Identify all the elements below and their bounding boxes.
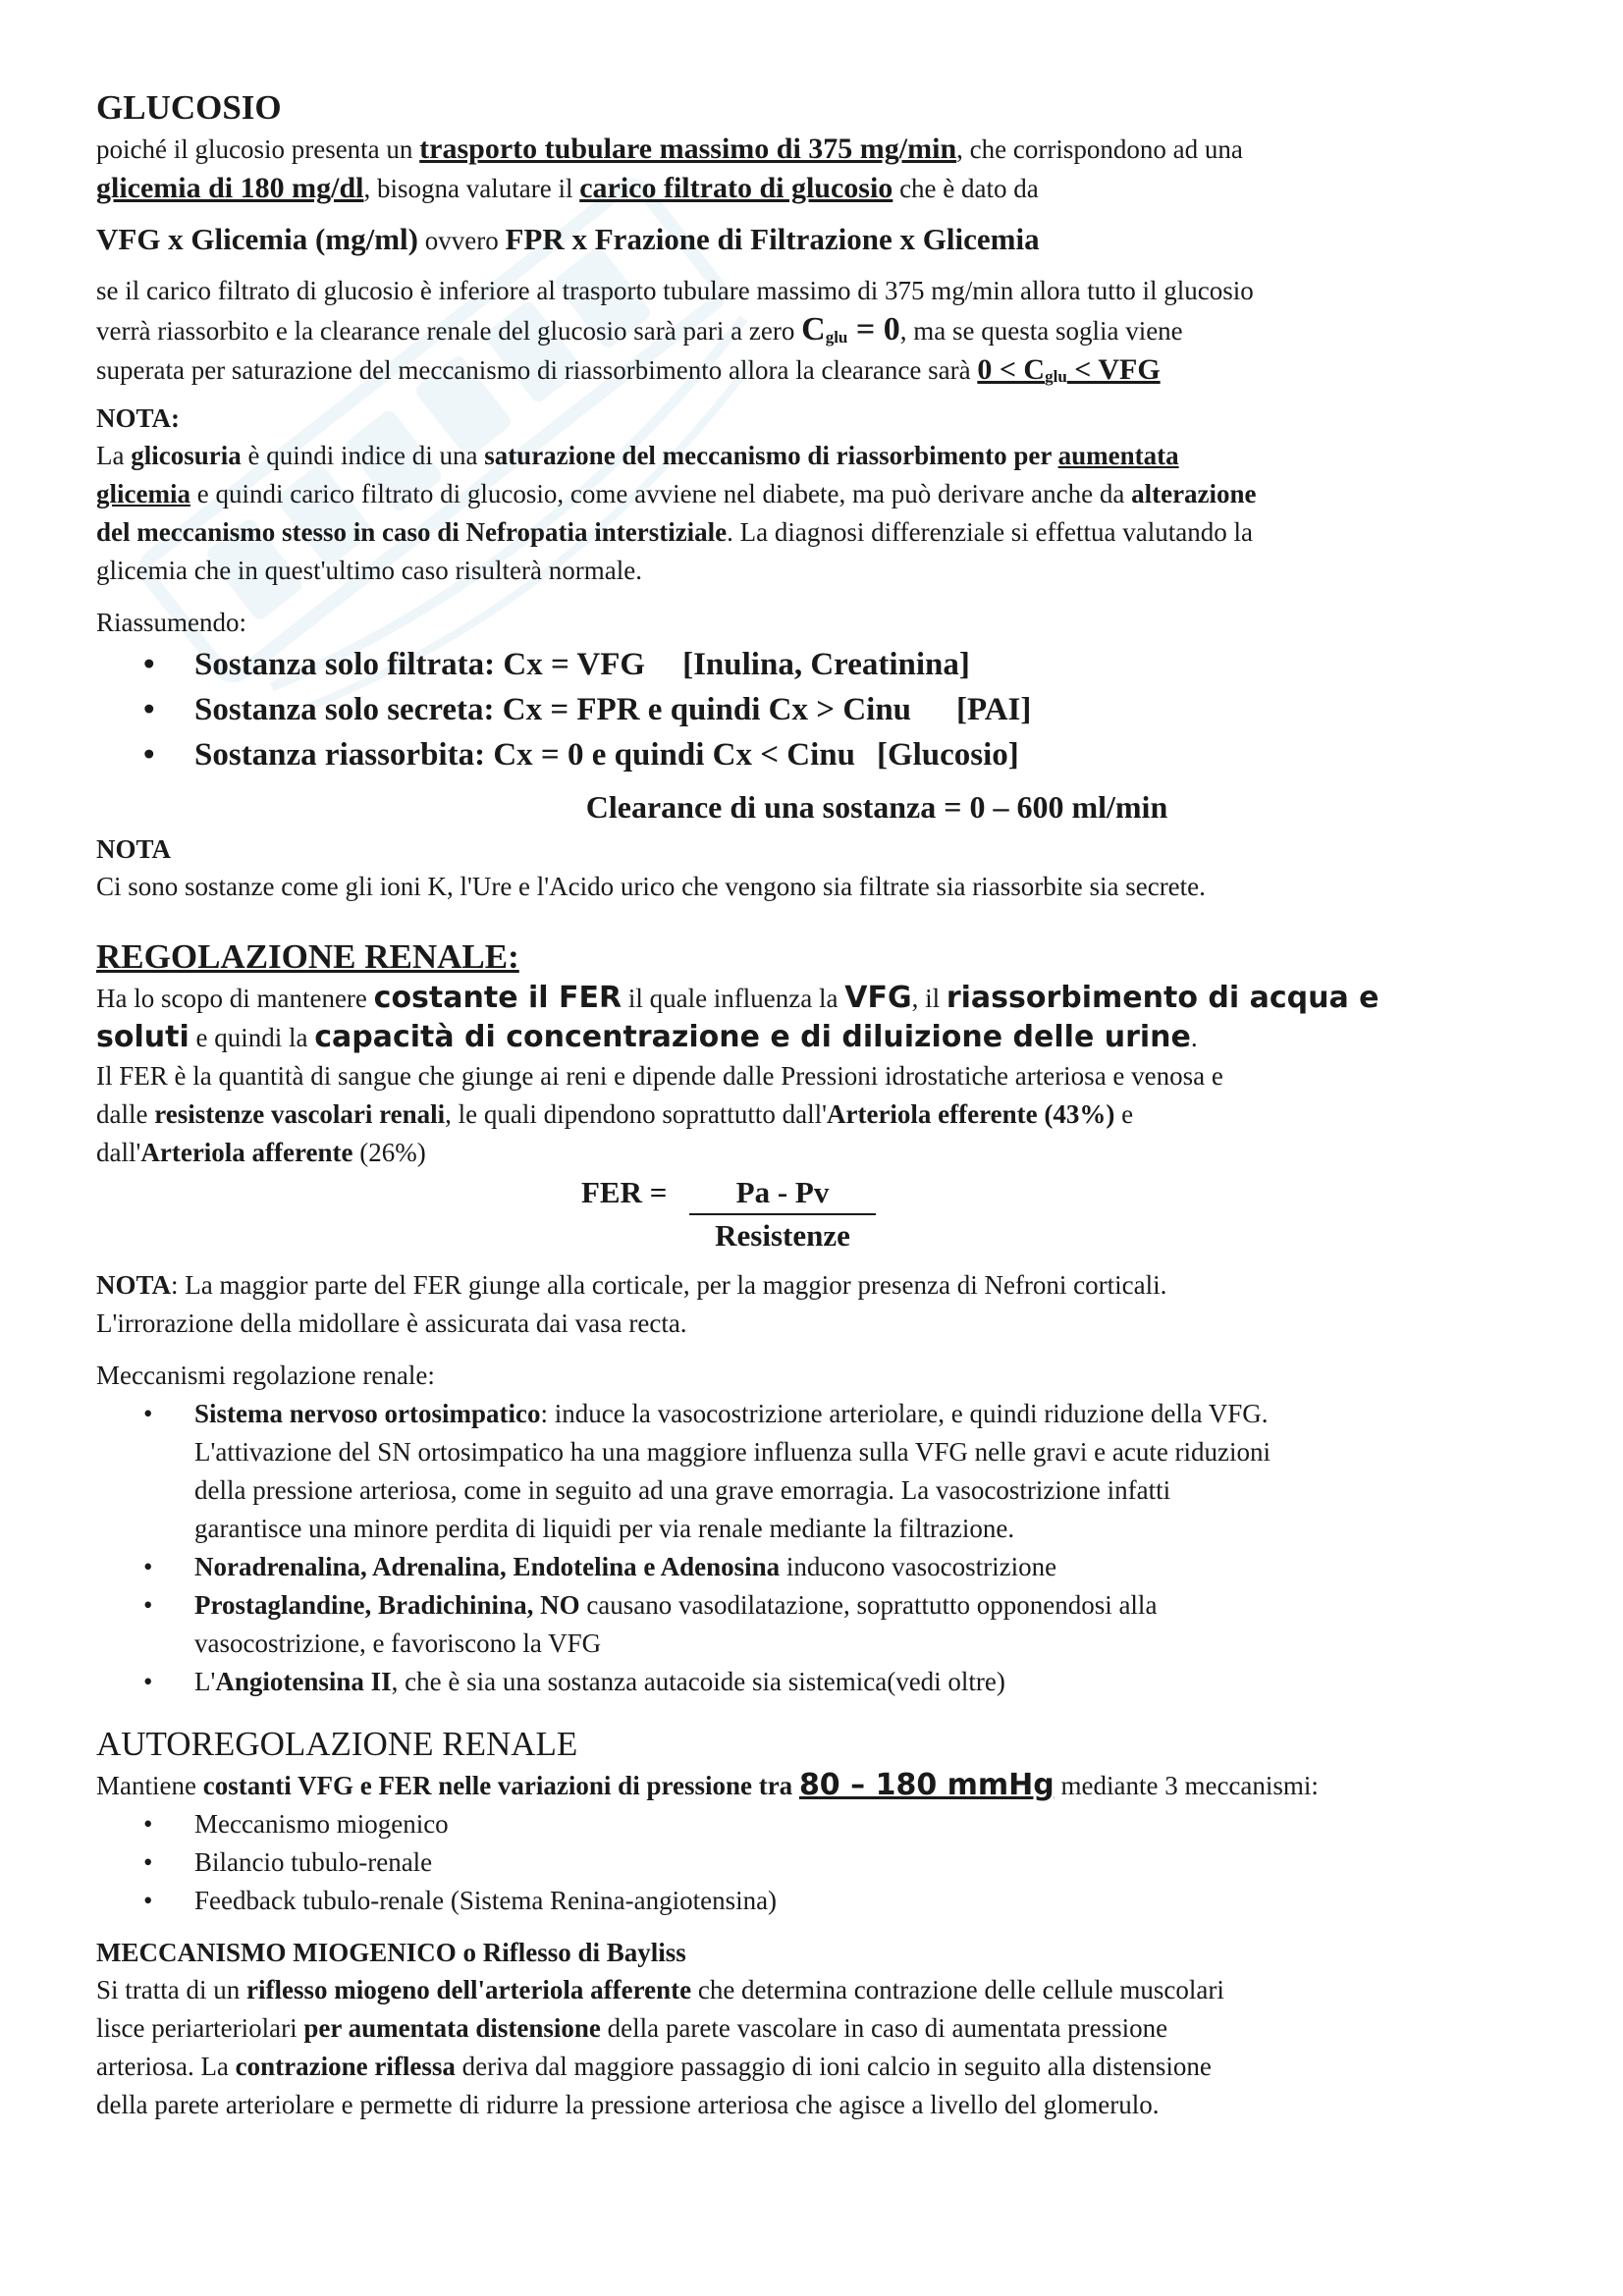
list-item: • Prostaglandine, Bradichinina, NO causano vasodilatazione, soprattutto opponendosi alla vasocostrizione, e favoriscono la VFG bbox=[143, 1590, 1158, 1658]
section-title-regolazione: REGOLAZIONE RENALE: bbox=[96, 937, 519, 976]
paragraph: L'irrorazione della midollare è assicurata dai vasa recta. bbox=[96, 1308, 687, 1338]
paragraph: dalle resistenze vascolari renali, le quali dipendono soprattutto dall'Arteriola efferente (43%) e bbox=[96, 1099, 1134, 1129]
paragraph: NOTA: La maggior parte del FER giunge alla corticale, per la maggior presenza di Nefroni corticali. bbox=[96, 1270, 1167, 1300]
fer-numerator: Pa - Pv bbox=[689, 1172, 876, 1215]
paragraph: se il carico filtrato di glucosio è inferiore al trasporto tubulare massimo di 375 mg/min allora tutto il glucosio bbox=[96, 276, 1254, 305]
paragraph: del meccanismo stesso in caso di Nefropatia interstiziale. La diagnosi differenziale si effettua valutando la bbox=[96, 517, 1253, 547]
list-item: • Meccanismo miogenico bbox=[143, 1809, 449, 1839]
paragraph: poiché il glucosio presenta un trasporto tubulare massimo di 375 mg/min, che corrispondono ad una bbox=[96, 133, 1243, 165]
paragraph: Ci sono sostanze come gli ioni K, l'Ure e l'Acido urico che vengono sia filtrate sia riassorbite sia secrete. bbox=[96, 872, 1206, 901]
list-item: • Noradrenalina, Adrenalina, Endotelina e Adenosina inducono vasocostrizione bbox=[143, 1552, 1057, 1581]
paragraph: della parete arteriolare e permette di ridurre la pressione arteriosa che agisce a livello del glomerulo. bbox=[96, 2090, 1160, 2119]
autoregulation-list bbox=[96, 1805, 1540, 1920]
paragraph: glicemia di 180 mg/dl, bisogna valutare il carico filtrato di glucosio che è dato da bbox=[96, 172, 1039, 204]
paragraph: soluti e quindi la capacità di concentrazione e di diluizione delle urine. bbox=[96, 1020, 1198, 1054]
paragraph: Ha lo scopo di mantenere costante il FER il quale influenza la VFG, il riassorbimento di acqua e bbox=[96, 981, 1380, 1015]
paragraph: glicemia che in quest'ultimo caso risulterà normale. bbox=[96, 556, 642, 585]
paragraph: Il FER è la quantità di sangue che giunge ai reni e dipende dalle Pressioni idrostatiche arteriosa e venosa e bbox=[96, 1061, 1223, 1091]
section-title-autoregolazione: AUTOREGOLAZIONE RENALE bbox=[96, 1725, 578, 1763]
list-item: • Bilancio tubulo-renale bbox=[143, 1847, 433, 1877]
summary-label: Riassumendo: bbox=[96, 608, 246, 637]
paragraph: lisce periarteriolari per aumentata distensione della parete vascolare in caso di aumentata pressione bbox=[96, 2013, 1168, 2043]
list-item: • Sistema nervoso ortosimpatico: induce la vasocostrizione arteriolare, e quindi riduzione della VFG. L'attivazione del SN ortosimpatico ha una maggiore influenza sulla VFG nelle gravi e acute riduzioni della pressione arteriosa, come in seguito ad una grave emorragia. La vasocostrizione infatti garantisce una minore perdita di liquidi per via renale mediante la filtrazione. bbox=[143, 1399, 1271, 1543]
mechanisms-list bbox=[96, 1395, 1540, 1701]
list-item: • L'Angiotensina II, che è sia una sostanza autacoide sia sistemica(vedi oltre) bbox=[143, 1667, 1005, 1696]
section-title-glucosio: GLUCOSIO bbox=[96, 88, 282, 127]
clearance-range: Clearance di una sostanza = 0 – 600 ml/min bbox=[585, 789, 1168, 825]
fer-formula bbox=[96, 1172, 1540, 1256]
paragraph: Mantiene costanti VFG e FER nelle variazioni di pressione tra 80 – 180 mmHg mediante 3 meccanismi: bbox=[96, 1768, 1319, 1802]
paragraph: Si tratta di un riflesso miogeno dell'arteriola afferente che determina contrazione delle cellule muscolari bbox=[96, 1975, 1224, 2004]
paragraph: verrà riassorbito e la clearance renale del glucosio sarà pari a zero $C_{glu} = 0$, ma se questa soglia viene bbox=[96, 311, 1183, 347]
paragraph: superata per saturazione del meccanismo di riassorbimento allora la clearance sarà $0 < C_{glu}$ < VFG bbox=[96, 353, 1161, 386]
document-page bbox=[96, 86, 1540, 2124]
note-title: NOTA: bbox=[96, 403, 180, 433]
note-title: NOTA bbox=[96, 834, 172, 864]
glucose-load-formula: VFG x Glicemia (mg/ml) ovvero FPR x Frazione di Filtrazione x Glicemia bbox=[96, 222, 1040, 256]
fer-denominator: Resistenze bbox=[715, 1218, 850, 1253]
paragraph: dall'Arteriola afferente (26%) bbox=[96, 1138, 426, 1167]
fer-label: FER = bbox=[581, 1175, 668, 1209]
list-item: • Sostanza solo filtrata: Cx = VFG [Inulina, Creatinina] bbox=[143, 647, 970, 682]
mechanisms-label: Meccanismi regolazione renale: bbox=[96, 1361, 435, 1390]
paragraph: glicemia e quindi carico filtrato di glucosio, come avviene nel diabete, ma può derivare anche da alterazione bbox=[96, 479, 1257, 508]
subsection-title-miogenico: MECCANISMO MIOGENICO o Riflesso di Bayliss bbox=[96, 1938, 686, 1967]
list-item: • Sostanza riassorbita: Cx = 0 e quindi Cx < Cinu [Glucosio] bbox=[143, 737, 1019, 773]
list-item: • Feedback tubulo-renale (Sistema Renina-angiotensina) bbox=[143, 1886, 778, 1915]
list-item: • Sostanza solo secreta: Cx = FPR e quindi Cx > Cinu [PAI] bbox=[143, 692, 1032, 727]
paragraph: La glicosuria è quindi indice di una saturazione del meccanismo di riassorbimento per aumentata bbox=[96, 441, 1179, 470]
summary-list bbox=[96, 642, 1540, 777]
paragraph: arteriosa. La contrazione riflessa deriva dal maggiore passaggio di ioni calcio in seguito alla distensione bbox=[96, 2052, 1212, 2081]
